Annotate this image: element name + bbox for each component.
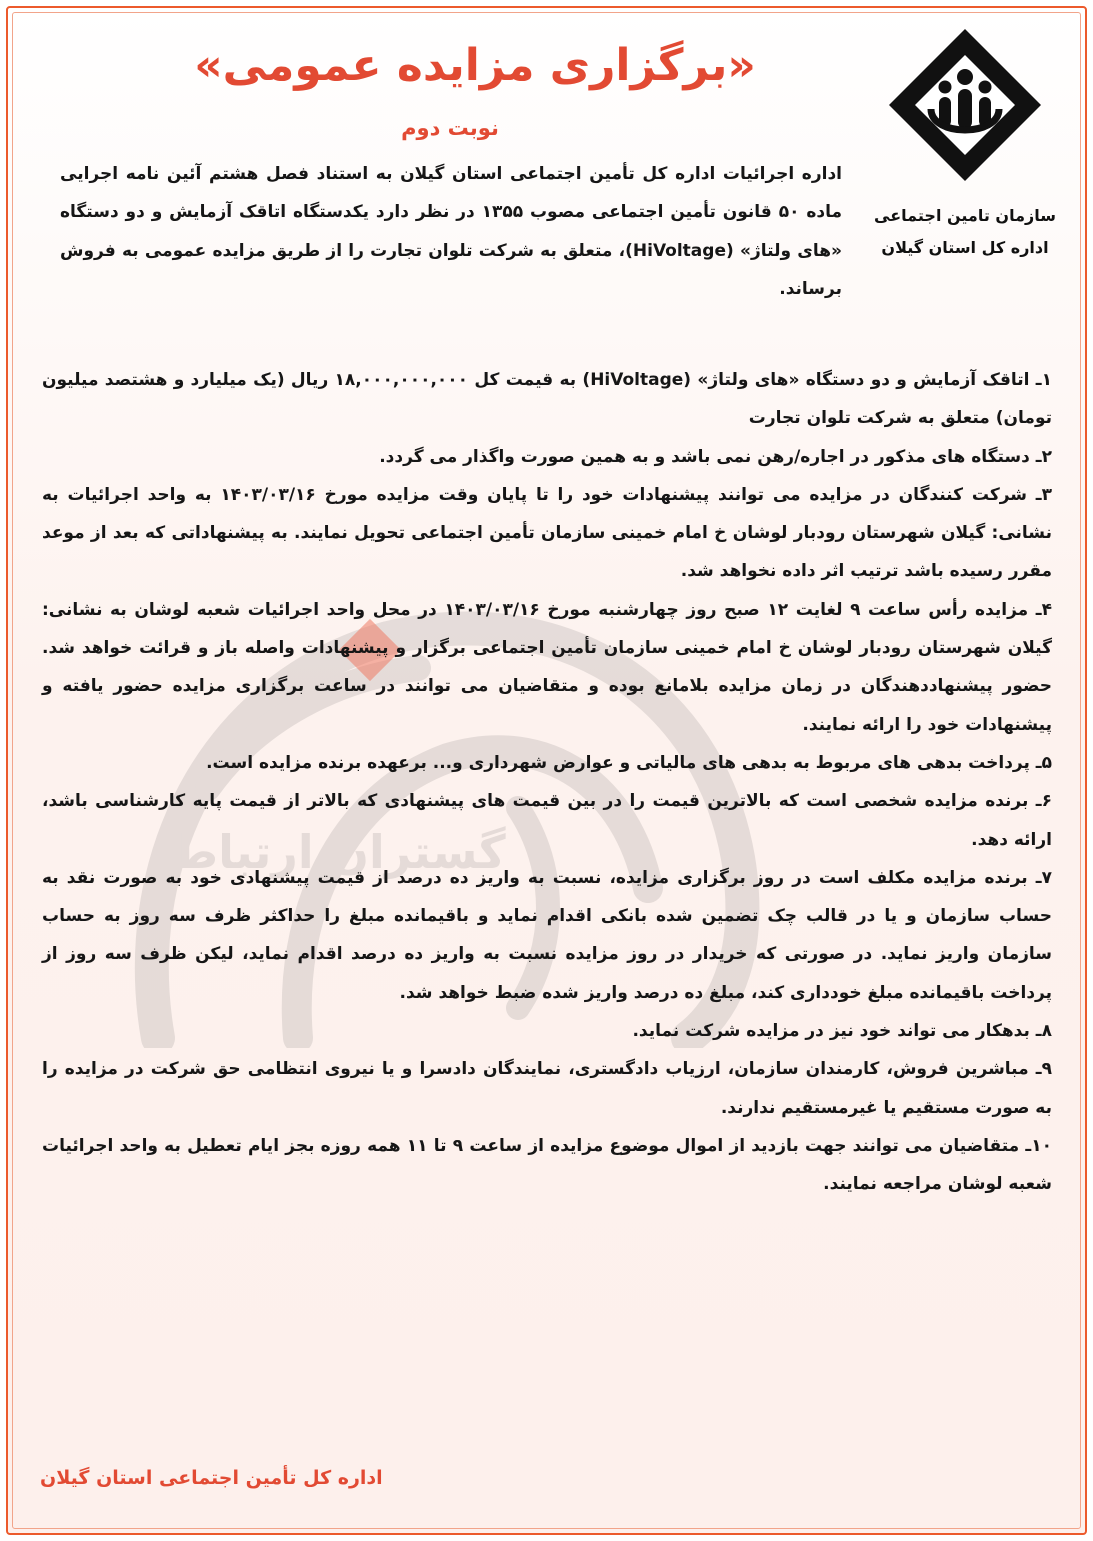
list-item: ۳ـ شرکت کنندگان در مزایده می توانند پیشنهادات خود را تا پایان وقت مزایده مورخ ۱۴۰۳/۰۳/۱۶ به واحد اجرائیات به نشانی: گیلان شهرستان رودبار لوشان خ امام خمینی سازمان تأمین اجتماعی تحویل نمایند. به پیشنهاداتی که بعد از موعد مقرر رسیده باشد ترتیب اثر داده نخواهد شد. [42, 484, 1053, 582]
page-title: «برگزاری مزایده عمومی» [194, 40, 756, 91]
list-item: ۸ـ بدهکار می تواند خود نیز در مزایده شرکت نماید. [632, 1021, 1052, 1042]
watermark-text: گستران ارتباط [170, 825, 506, 879]
list-item: ۵ـ پرداخت بدهی های مربوط به بدهی های مالیاتی و عوارض شهرداری و... برعهده برنده مزایده است. [206, 752, 1052, 773]
list-item: ۹ـ مباشرین فروش، کارمندان سازمان، ارزیاب دادگستری، نمایندگان دادسرا و یا نیروی انتظامی حق شرکت در مزایده را به صورت مستقیم یا غیرمستقیم ندارند. [42, 1059, 1052, 1118]
conditions-list [42, 361, 1052, 1204]
org-branch: اداره کل استان گیلان [881, 238, 1049, 257]
list-item: ۱۰ـ متقاضیان می توانند جهت بازدید از اموال موضوع مزایده از ساعت ۹ تا ۱۱ همه روزه بجز ایام تعطیل به واحد اجرائیات شعبه لوشان مراجعه نمایند. [42, 1135, 1053, 1195]
social-security-logo-icon [885, 25, 1045, 185]
footer-signature: اداره کل تأمین اجتماعی استان گیلان [40, 1467, 383, 1489]
list-item: ۶ـ برنده مزایده شخصی است که بالاترین قیمت را در بین قیمت های پیشنهادی که بالاتر از قیمت پایه کارشناسی باشد، ارائه دهد. [42, 791, 1052, 850]
notice-round: نوبت دوم [401, 116, 499, 140]
list-item: ۲ـ دستگاه های مذکور در اجاره/رهن نمی باشد و به همین صورت واگذار می گردد. [379, 446, 1052, 467]
org-name: سازمان تامین اجتماعی [874, 206, 1056, 225]
list-item: ۷ـ برنده مزایده مکلف است در روز برگزاری مزایده، نسبت به واریز ده درصد از قیمت پیشنهادی خود به صورت نقد به حساب سازمان و یا در قالب چک تضمین شده بانکی اقدام نماید و باقیمانده مبلغ را حداکثر ظرف سه روز به حساب سازمان واریز نماید. در صورتی که خریدار در روز مزایده نسبت به واریز ده درصد اقدام نماید، لیکن ظرف سه روز از پرداخت باقیمانده مبلغ خودداری کند، مبلغ ده درصد واریز شده ضبط خواهد شد. [42, 867, 1052, 1003]
intro-paragraph: اداره اجرائیات اداره کل تأمین اجتماعی استان گیلان به استناد فصل هشتم آئین نامه اجرایی ماده ۵۰ قانون تأمین اجتماعی مصوب ۱۳۵۵ در نظر دارد یکدستگاه اتاقک آزمایش و دو دستگاه «های ولتاژ» (HiVoltage)، متعلق به شرکت تلوان تجارت را از طریق مزایده عمومی به فروش برساند. [60, 164, 842, 299]
list-item: ۱ـ اتاقک آزمایش و دو دستگاه «های ولتاژ» (HiVoltage) به قیمت کل ۱۸,۰۰۰,۰۰۰,۰۰۰ ریال (یک میلیارد و هشتصد میلیون تومان) متعلق به شرکت تلوان تجارت [42, 370, 1052, 429]
list-item: ۴ـ مزایده رأس ساعت ۹ لغایت ۱۲ صبح روز چهارشنبه مورخ ۱۴۰۳/۰۳/۱۶ در محل واحد اجرائیات شعبه لوشان به نشانی: گیلان شهرستان رودبار لوشان خ امام خمینی سازمان تأمین اجتماعی برگزار و پیشنهادات واصله باز و قرائت خواهد شد. حضور پیشنهاددهندگان در زمان مزایده بلامانع بوده و متقاضیان می توانند در ساعت برگزاری مزایده حضور یافته و پیشنهادات خود را ارائه نمایند. [42, 599, 1053, 735]
